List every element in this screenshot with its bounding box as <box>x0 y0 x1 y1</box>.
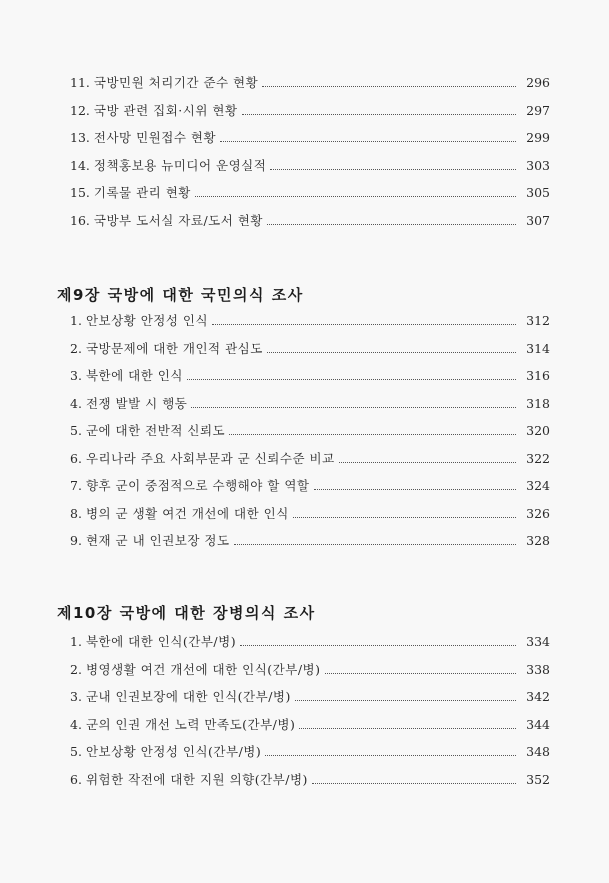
toc-entry-number: 11. <box>70 75 90 90</box>
toc-entry[interactable] <box>70 156 550 184</box>
toc-entry-number: 2. <box>70 661 82 677</box>
toc-entry[interactable] <box>70 715 550 743</box>
toc-entry-title: 위험한 작전에 대한 지원 의향(간부/병) <box>85 771 308 787</box>
toc-entry[interactable] <box>70 339 550 367</box>
toc-entry-title: 기록물 관리 현황 <box>93 185 191 200</box>
toc-entry-page: 342 <box>526 689 550 704</box>
toc-entry-title: 정책홍보용 뉴미디어 운영실적 <box>93 157 267 173</box>
dot-leader <box>295 700 516 701</box>
dot-leader <box>265 755 516 756</box>
toc-entry-title: 국방민원 처리기간 준수 현황 <box>93 75 259 90</box>
toc-entry-number: 12. <box>70 102 90 118</box>
toc-entry[interactable] <box>70 770 550 798</box>
toc-entry[interactable] <box>70 73 550 101</box>
dot-leader <box>242 114 516 115</box>
dot-leader <box>339 462 516 463</box>
toc-entry-title: 국방문제에 대한 개인적 관심도 <box>85 340 263 356</box>
dot-leader <box>229 434 516 435</box>
toc-entry-number: 8. <box>70 505 82 521</box>
dot-leader <box>299 728 516 729</box>
toc-entry-number: 1. <box>70 313 82 328</box>
toc-entry-number: 6. <box>70 450 82 466</box>
toc-entry[interactable] <box>70 687 550 715</box>
toc-entry-page: 344 <box>526 716 550 732</box>
toc-entry-page: 334 <box>526 634 550 649</box>
dot-leader <box>314 489 516 490</box>
toc-entry[interactable] <box>70 311 550 339</box>
dot-leader <box>293 517 516 518</box>
toc-entry-page: 348 <box>526 744 550 759</box>
toc-entry-page: 326 <box>526 505 550 521</box>
toc-entry-title: 향후 군이 중점적으로 수행해야 할 역할 <box>85 478 310 493</box>
toc-list-chapter-10 <box>70 632 550 797</box>
toc-entry[interactable] <box>70 504 550 532</box>
toc-entry-page: 307 <box>526 212 550 228</box>
toc-entry-title: 안보상황 안정성 인식(간부/병) <box>85 744 262 759</box>
toc-entry-number: 14. <box>70 157 90 173</box>
toc-entry-title: 국방 관련 집회·시위 현황 <box>93 102 238 118</box>
dot-leader <box>267 352 516 353</box>
toc-entry-page: 320 <box>526 423 550 438</box>
toc-entry-page: 338 <box>526 661 550 677</box>
toc-entry-title: 병영생활 여건 개선에 대한 인식(간부/병) <box>85 661 321 677</box>
dot-leader <box>212 324 516 325</box>
toc-entry-page: 314 <box>526 340 550 356</box>
dot-leader <box>262 86 516 87</box>
toc-entry[interactable] <box>70 211 550 239</box>
toc-entry-title: 전쟁 발발 시 행동 <box>85 395 188 411</box>
dot-leader <box>220 141 516 142</box>
toc-entry[interactable] <box>70 660 550 688</box>
chapter-10-title[interactable]: 제10장 국방에 대한 장병의식 조사 <box>57 604 316 622</box>
toc-entry-number: 7. <box>70 478 82 493</box>
dot-leader <box>270 169 516 170</box>
toc-entry-title: 전사망 민원접수 현황 <box>93 130 217 145</box>
toc-entry-number: 4. <box>70 716 82 732</box>
toc-entry-page: 303 <box>526 157 550 173</box>
toc-entry-number: 1. <box>70 634 82 649</box>
toc-entry-number: 3. <box>70 368 82 383</box>
toc-entry-title: 군의 인권 개선 노력 만족도(간부/병) <box>85 716 296 732</box>
toc-entry[interactable] <box>70 421 550 449</box>
dot-leader <box>312 783 516 784</box>
toc-entry-page: 296 <box>526 75 550 90</box>
toc-entry-title: 현재 군 내 인권보장 정도 <box>85 533 230 548</box>
dot-leader <box>240 645 516 646</box>
toc-entry-number: 4. <box>70 395 82 411</box>
toc-entry-page: 297 <box>526 102 550 118</box>
toc-entry-page: 305 <box>526 185 550 200</box>
toc-entry-number: 5. <box>70 744 82 759</box>
toc-entry-title: 안보상황 안정성 인식 <box>85 313 209 328</box>
toc-entry-title: 북한에 대한 인식 <box>85 368 183 383</box>
dot-leader <box>325 673 517 674</box>
toc-entry-title: 병의 군 생활 여건 개선에 대한 인식 <box>85 505 289 521</box>
toc-entry-page: 312 <box>526 313 550 328</box>
toc-entry[interactable] <box>70 101 550 129</box>
toc-entry[interactable] <box>70 632 550 660</box>
toc-entry-title: 군내 인권보장에 대한 인식(간부/병) <box>85 689 291 704</box>
toc-entry-title: 국방부 도서실 자료/도서 현황 <box>93 212 263 228</box>
toc-entry-number: 13. <box>70 130 90 145</box>
toc-entry-page: 299 <box>526 130 550 145</box>
toc-entry-number: 16. <box>70 212 90 228</box>
toc-entry[interactable] <box>70 476 550 504</box>
toc-entry-page: 316 <box>526 368 550 383</box>
toc-entry-number: 9. <box>70 533 82 548</box>
toc-entry[interactable] <box>70 366 550 394</box>
toc-entry-page: 328 <box>526 533 550 548</box>
toc-entry-title: 군에 대한 전반적 신뢰도 <box>85 423 226 438</box>
dot-leader <box>187 379 516 380</box>
dot-leader <box>191 407 516 408</box>
toc-entry-number: 6. <box>70 771 82 787</box>
toc-entry-page: 322 <box>526 450 550 466</box>
dot-leader <box>267 224 516 225</box>
toc-entry[interactable] <box>70 183 550 211</box>
toc-entry-number: 2. <box>70 340 82 356</box>
dot-leader <box>234 544 516 545</box>
dot-leader <box>195 196 516 197</box>
toc-list-section-top <box>70 73 550 238</box>
toc-entry-number: 15. <box>70 185 90 200</box>
toc-entry-number: 3. <box>70 689 82 704</box>
toc-entry[interactable] <box>70 128 550 156</box>
toc-entry-page: 318 <box>526 395 550 411</box>
toc-entry[interactable] <box>70 394 550 422</box>
toc-entry-page: 352 <box>526 771 550 787</box>
toc-entry-number: 5. <box>70 423 82 438</box>
toc-entry[interactable] <box>70 742 550 770</box>
toc-entry-title: 북한에 대한 인식(간부/병) <box>85 634 237 649</box>
chapter-9-title[interactable]: 제9장 국방에 대한 국민의식 조사 <box>57 286 304 304</box>
toc-entry[interactable] <box>70 449 550 477</box>
toc-list-chapter-9 <box>70 311 550 559</box>
toc-entry-title: 우리나라 주요 사회부문과 군 신뢰수준 비교 <box>85 450 335 466</box>
toc-entry[interactable] <box>70 531 550 559</box>
toc-entry-page: 324 <box>526 478 550 493</box>
